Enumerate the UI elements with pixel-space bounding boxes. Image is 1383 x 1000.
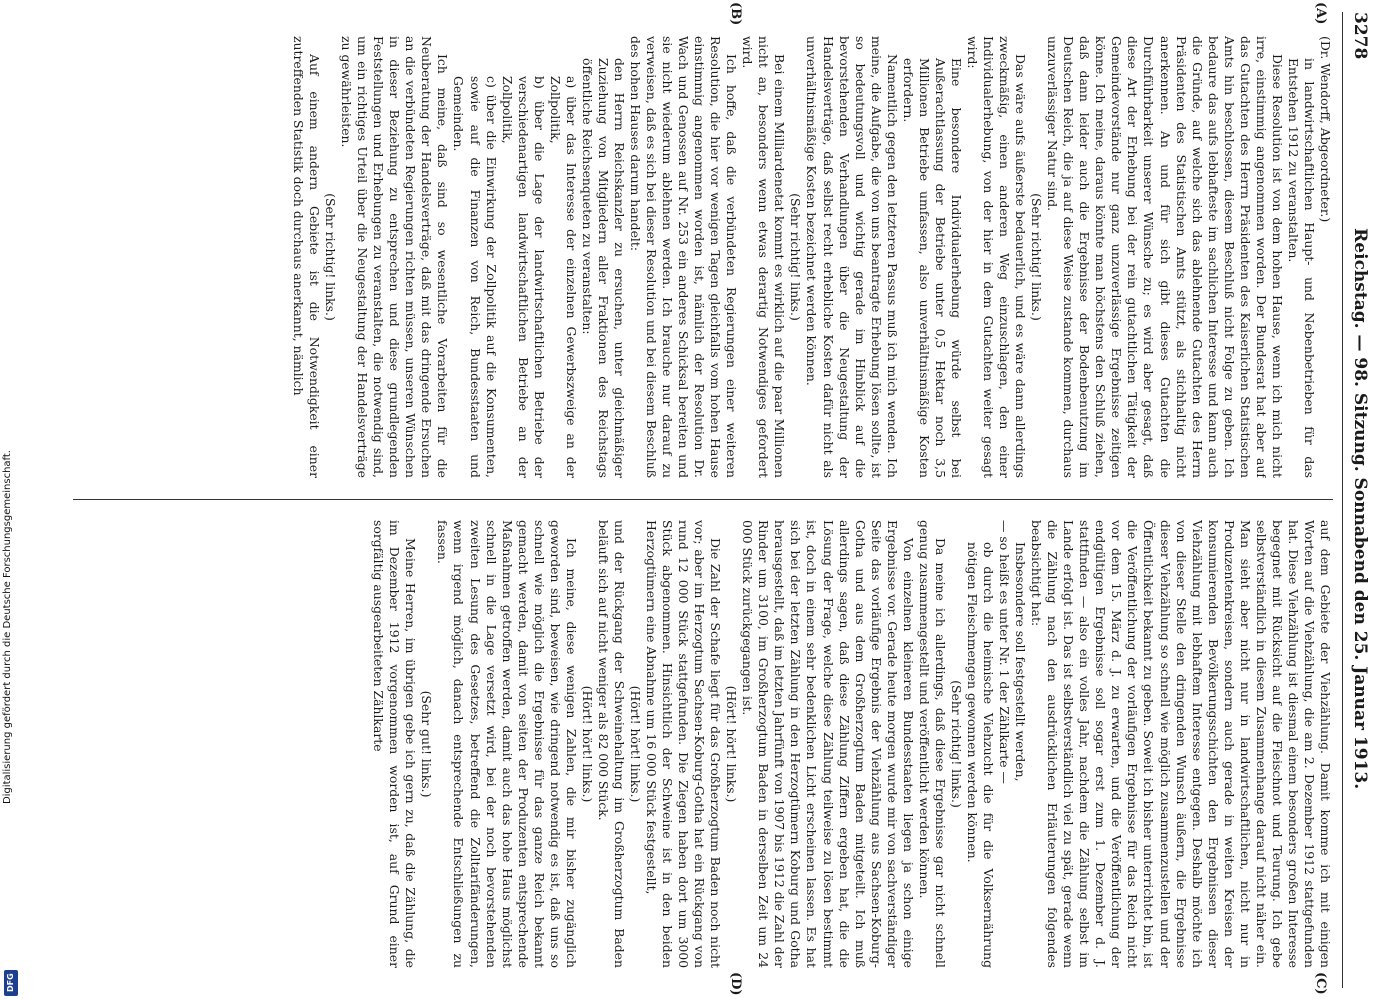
- interjection: (Sehr richtig! links.): [1029, 193, 1045, 321]
- paragraph: Das wäre aufs äußerste bedauerlich, und es wäre dann allerdings zweckmäßig, einen anderen Weg einzuschlagen, den einer Individualerhebung, von der hier in dem Gutachten weiter gesagt wird:: [964, 36, 1029, 478]
- paragraph: und der Rückgang der Schweinehaltung im Großherzogtum Baden beläuft sich auf nicht weniger als 82 000 Stück.: [595, 520, 627, 968]
- quotation: ob durch die heimische Viehzucht die für die Volksernährung nötigen Fleischmengen gewonnen werden können.: [964, 542, 997, 968]
- paragraph: Ich meine, diese wenigen Zahlen, die mir bisher zugänglich geworden sind, beweisen, wie dringend notwendig es ist, daß uns so schnell wie möglich die Ergebnisse für das ganze Reich bekannt gemacht werden, damit von seiten der Produzenten entsprechende Maßnahmen getroffen werden, damit auch das hohe Haus möglichst schnell in die Lage versetzt wird, bei der noch bevorstehenden zweiten Lesung des Gesetzes, betreffend die Zolltarifänderungen, wenn irgend möglich, danach entsprechende Entschließungen zu fassen.: [435, 520, 579, 968]
- paragraph: Namentlich gegen den letzteren Passus muß ich mich wenden. Ich meine, die Aufgabe, die von uns beantragte Erhebung lösen sollte, ist so bedeutungsvoll und wichtig gerade im Hinblick auf die bevorstehenden Verhandlungen über die Neugestaltung der Handelsverträge, daß selbst recht erhebliche Kosten dafür nicht als unverhältnismäßige Kosten bezeichnet werden können.: [804, 36, 900, 478]
- margin-mark-a: (A): [1313, 2, 1328, 25]
- paragraph: — so heißt es unter Nr. 1 der Zählkarte —: [997, 520, 1013, 784]
- interjection: (Hört! hört! links.): [724, 685, 740, 803]
- dfg-logo-icon: [4, 970, 18, 996]
- quotation: den Herrn Reichskanzler zu ersuchen, unter gleichmäßiger Zuziehung von Mitgliedern aller Fraktionen des Reichstags öffentliche Reichsenqueten zu veranstalten:: [579, 58, 627, 478]
- left-column: [83, 36, 1333, 478]
- page-number: 3278: [1350, 12, 1370, 60]
- right-column: [83, 520, 1333, 968]
- quotation: Eine besondere Individualerhebung würde selbst bei Außerachtlassung der Betriebe unter 0,5 Hektar noch 3,5 Millionen Betriebe umfassen, also unverhältnismäßige Kosten erfordern.: [900, 58, 964, 478]
- paragraph: Meine Herren, im übrigen gebe ich gern zu, daß die Zählung, die im Dezember 1912 vorgenommen worden ist, auf Grund einer sorgfältig ausgearbeiteten Zählkarte: [371, 520, 419, 968]
- interjection: (Sehr richtig! links.): [788, 193, 804, 321]
- paragraph: Diese Resolution ist von dem hohen Hause, wenn ich mich nicht irre, einstimmig angenommen worden. Der Bundesrat hat aber auf das Gutachten des Herrn Präsidenten des Kaiserlichen Statistischen Amts hin beschlossen, diesem Beschluß nicht Folge zu geben. Ich bedaure das aufs lebhafteste im sachlichen Interesse und kann auch die Gründe, auf welche sich das ablehnende Gutachten des Herrn Präsidenten des Statistischen Amts stützt, als stichhaltig nicht anerkennen. An und für sich gibt dieses Gutachten die Durchführbarkeit unserer Wünsche zu; es wird aber gesagt, daß diese Art der Erhebung bei der rein gutachtlichen Tätigkeit der Gemeindevorstände nur ganz unzuverlässige Ergebnisse zeitigen könne. Ich meine, daraus könnte man höchstens den Schluß ziehen, daß dann leider auch die Ergebnisse der Bodenbenutzung im Deutschen Reich, die ja auf diese Weise zustande kommen, durchaus unzuverlässiger Natur sind.: [1045, 36, 1285, 478]
- interjection: (Hört! hört! links.): [579, 685, 595, 803]
- margin-mark-d: (D): [728, 972, 743, 996]
- interjection: (Sehr richtig! links.): [323, 193, 339, 321]
- paragraph: auf dem Gebiete der Viehzählung. Damit komme ich mit einigen Worten auf die Viehzählung, die am 2. Dezember 1912 stattgefunden hat. Diese Viehzählung ist diesmal einem besonders großen Interesse begegnet mit Rücksicht auf die Fleischnot und Teurung. Ich gebe selbstverständlich in diesem Zusammenhange darauf nicht näher ein. Man sieht aber nicht nur in landwirtschaftlichen, nicht nur in Produzentenkreisen, sondern auch gerade in weiten Kreisen der konsumierenden Bevölkerungsschichten den Ergebnissen dieser Viehzählung mit lebhaftem Interesse entgegen. Deshalb möchte ich von dieser Stelle den dringenden Wunsch äußern, die Ergebnisse dieser Viehzählung so schnell wie möglich zusammenzustellen und der Öffentlichkeit bekannt zu geben. Soweit ich bisher unterrichtet bin, ist die Veröffentlichung der vorläufigen Ergebnisse für das Reich nicht vor dem 15. März d. J. zu erwarten, und die Veröffentlichung der endgültigen Ergebnisse soll sogar erst zum 1. Dezember d. J. stattfinden — also ein volles Jahr, nachdem die Zählung selbst im Lande erfolgt ist. Das ist selbstverständlich viel zu spät, gerade wenn die Zählung nach den ausdrücklichen Erläuterungen folgendes beabsichtigt hat:: [1029, 520, 1333, 968]
- paragraph: Da meine ich allerdings, daß diese Ergebnisse gar nicht schnell genug zusammengestellt und veröffentlicht werden können.: [916, 520, 948, 968]
- interjection: (Sehr gut! links.): [419, 690, 435, 798]
- paragraph: Ich hoffe, daß die verbündeten Regierungen einer weiteren Resolution, die hier vor wenigen Tagen gleichfalls vom hohen Hause einstimmig angenommen worden ist, nämlich der Resolution Dr. Wach und Genossen auf Nr. 253 ein anderes Schicksal bereiten und sie nicht wiederum ablehnen werden. Ich brauche nur darauf zu verweisen, daß es sich bei dieser Resolution und bei diesem Beschluß des hohen Hauses darum handelt:: [627, 36, 740, 478]
- header-title: Reichstag. — 98. Sitzung. Sonnabend den 25. Januar 1913.: [1350, 228, 1370, 790]
- page-header: [1347, 12, 1373, 988]
- paragraph: Von einzelnen kleineren Bundesstaaten liegen ja schon einige Ergebnisse vor. Gerade heute morgen wurde mir von sachverständiger Seite das vorläufige Ergebnis der Viehzählung aus Sachsen-Koburg-Gotha und aus dem Großherzogtum Baden mitgeteilt. Ich muß allerdings sagen, daß diese Zählung Ziffern ergeben hat, die die Lösung der Frage, welche diese Zählung teilweise zu lösen bestimmt ist, doch in einem sehr bedenklichen Licht erscheinen lassen. Es hat sich bei der letzten Zählung in den Herzogtümern Koburg und Gotha herausgestellt, daß im letzten Jahrfünft von 1907 bis 1912 die Zahl der Rinder um 3100, im Großherzogtum Baden in derselben Zeit um 24 000 Stück zurückgegangen ist.: [740, 520, 916, 968]
- margin-mark-c: (C): [1313, 972, 1328, 995]
- paragraph: Auf einem andern Gebiete ist die Notwendigkeit einer zutreffenden Statistik doch durchaus anerkannt, nämlich: [291, 36, 323, 478]
- dfg-logo-label: DFG: [6, 973, 15, 993]
- quotation: Insbesondere soll festgestellt werden,: [1013, 542, 1029, 782]
- margin-mark-b: (B): [728, 2, 743, 26]
- digitization-credit: Digitalisierung gefördert durch die Deutsche Forschungsgemeinschaft.: [2, 450, 13, 805]
- paragraph: Ich meine, daß sind so wesentliche Vorarbeiten für die Neuberatung der Handelsverträge, daß mit das dringende Ersuchen an die verbündeten Regierungen richten müssen, unseren Wünschen in dieser Beziehung zu entsprechen und diese grundlegenden Feststellungen und Erhebungen zu veranstalten, die notwendig sind, um ein richtiges Urteil über die Neugestaltung der Handelsverträge zu gewährleisten.: [339, 36, 451, 478]
- speaker-line: (Dr. Wendorff, Abgeordneter.): [1318, 36, 1333, 223]
- header-rule: [1342, 12, 1343, 988]
- list-item: c) über die Einwirkung der Zollpolitik auf die Konsumenten, sowie auf die Finanzen von Reich, Bundesstaaten und Gemeinden.: [451, 76, 499, 478]
- paragraph: Die Zahl der Schafe liegt für das Großherzogtum Baden noch nicht vor; aber im Herzogtum Sachsen-Koburg-Gotha hat ein Rückgang von rund 12 000 Stück stattgefunden. Die Ziegen haben dort um 3000 Stück abgenommen. Hinsichtlich der Schweine ist in den beiden Herzogtümern eine Abnahme um 16 000 Stück festgestellt,: [644, 520, 724, 968]
- list-item: b) über die Lage der landwirtschaftlichen Betriebe der verschiedenartigen landwirtschaftlichen Betriebe an der Zollpolitik,: [499, 76, 547, 478]
- paragraph: in landwirtschaftlichen Haupt- und Nebenbetrieben für das Entstehen 1912 zu veranstalten.: [1285, 58, 1317, 478]
- paragraph: Bei einem Milliardenetat kommt es wirklich auf die paar Millionen nicht an, besonders wenn etwas derartig Notwendiges gefordert wird.: [740, 36, 788, 478]
- interjection: (Sehr richtig! links.): [948, 680, 964, 808]
- list-item: a) über das Interesse der einzelnen Gewerbszweige an der Zollpolitik,: [547, 76, 579, 478]
- interjection: (Hört! hört! links.): [627, 685, 643, 803]
- column-divider: [73, 499, 1333, 500]
